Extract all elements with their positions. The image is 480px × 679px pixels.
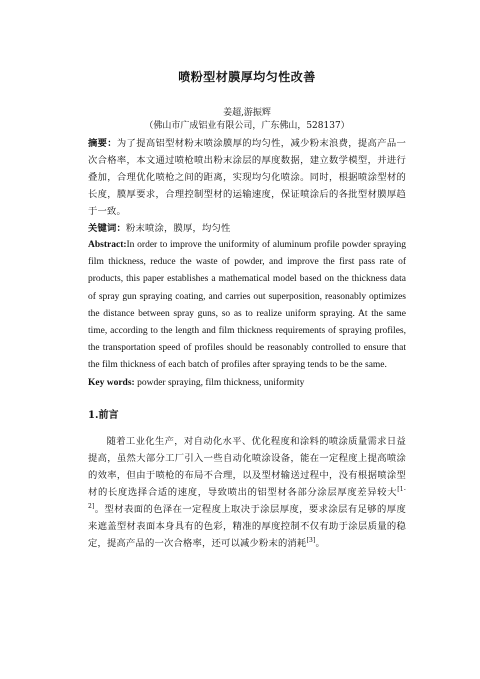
- keywords-en-label: Key words:: [88, 377, 135, 388]
- section-text-c: 。: [315, 537, 326, 549]
- abstract-en-label: Abstract:: [88, 240, 127, 250]
- document-page: [88, 58, 406, 552]
- keywords-cn-label: 关键词：: [88, 223, 126, 234]
- section-heading: 1.前言: [88, 409, 119, 421]
- abstract-cn-text: 为了提高铝型材粉末喷涂膜厚的均匀性，减少粉末浪费，提高产品一次合格率，本文通过喷枪喷出粉末涂层的厚度数据，建立数学模型，并进行叠加，合理优化喷枪之间的距离，实现均匀化喷涂。同时，根据喷涂型材的长度，膜厚要求，合理控制型材的运输速度，保证喷涂后的各批型材膜厚趋于一致。: [88, 138, 406, 217]
- authors: 姜超,游振辉: [223, 108, 271, 118]
- keywords-en: [88, 375, 406, 392]
- abstract-cn-label: 摘要：: [88, 138, 117, 149]
- section-text-b: 。型材表面的色泽在一定程度上取决于涂层厚度，要求涂层有足够的厚度来遮盖型材表面本身具有的色彩，精准的厚度控制不仅有助于涂层质量的稳定，提高产品的一次合格率，还可以减少粉末的消耗: [88, 503, 406, 549]
- citation-ref: [3]: [306, 536, 316, 544]
- section-text-a: 随着工业化生产，对自动化水平、优化程度和涂料的喷涂质量需求日益提高，虽然大部分工厂引入一些自动化喷涂设备，能在一定程度上提高喷涂的效率，但由于喷枪的布局不合理，以及型材输送过程中，没有根据喷涂型材的长度选择合适的速度，导致喷出的铝型材各部分涂层厚度差异较大: [88, 435, 406, 498]
- keywords-cn: [88, 220, 406, 237]
- affiliation: （佛山市广成铝业有限公司，广东佛山，528137）: [144, 121, 350, 131]
- abstract-en: [88, 237, 406, 375]
- keywords-en-text: powder spraying, film thickness, uniformity: [134, 377, 305, 388]
- section-body: [88, 433, 406, 552]
- citation-ref: [1-2]: [88, 485, 406, 510]
- abstract-cn: [88, 135, 406, 220]
- abstract-en-text: In order to improve the uniformity of aluminum profile powder spraying film thickness, reduce the waste of powder, and improve the first pass rate of products, this paper establishes a mathematical model based on the thickness data of spray gun spraying coating, and carries out superposition, reasonably optimizes the distance between spray guns, so as to realize uniform spraying. At the same time, according to the length and film thickness requirements of spraying profiles, the transportation speed of profiles should be reasonably controlled to ensure that the film thickness of each batch of profiles after spraying tends to be the same.: [88, 240, 406, 371]
- keywords-cn-text: 粉末喷涂，膜厚，均匀性: [126, 223, 231, 234]
- paper-title: 喷粉型材膜厚均匀性改善: [178, 70, 316, 84]
